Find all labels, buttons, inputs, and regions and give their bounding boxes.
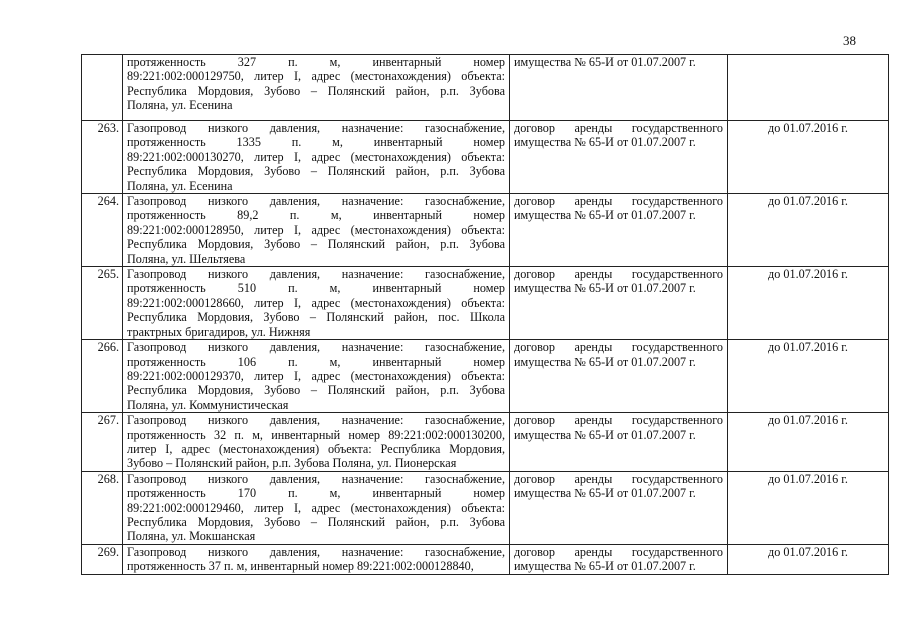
object-line: протяженность 106 п. м, инвентарный номер [127, 354, 505, 369]
row-number [82, 55, 123, 121]
lease-basis [510, 544, 728, 574]
basis-line: имущества № 65-И от 01.07.2007 г. [514, 135, 696, 150]
table-row [82, 413, 889, 472]
table-row [82, 544, 889, 574]
basis-line: имущества № 65-И от 01.07.2007 г. [514, 559, 696, 574]
basis-line: имущества № 65-И от 01.07.2007 г. [514, 427, 696, 442]
object-line: протяженность 170 п. м, инвентарный номер [127, 486, 505, 501]
table-row [82, 121, 889, 194]
page-number: 38 [843, 33, 856, 48]
property-table [81, 54, 889, 575]
object-line: Республика Мордовия, Зубово – Полянский район, р.п. Зубова [127, 83, 505, 98]
lease-basis [510, 194, 728, 267]
lease-term: до 01.07.2016 г. [728, 194, 889, 267]
lease-basis [510, 55, 728, 121]
object-line: протяженность 327 п. м, инвентарный номер [127, 55, 505, 69]
basis-line: имущества № 65-И от 01.07.2007 г. [514, 486, 696, 501]
object-line: протяженность 89,2 п. м, инвентарный номер [127, 208, 505, 223]
basis-line: договор аренды государственного [514, 471, 723, 486]
object-line: Поляна, ул. Шельтяева [127, 251, 246, 266]
object-line: Газопровод низкого давления, назначение: газоснабжение, [127, 194, 505, 209]
lease-term: до 01.07.2016 г. [728, 267, 889, 340]
object-line: Республика Мордовия, Зубово – Полянский район, р.п. Зубова [127, 383, 505, 398]
lease-term [728, 55, 889, 121]
table-body [82, 55, 889, 575]
lease-term: до 01.07.2016 г. [728, 121, 889, 194]
object-line: Зубово – Полянский район, р.п. Зубова Поляна, ул. Пионерская [127, 456, 457, 471]
lease-term: до 01.07.2016 г. [728, 544, 889, 574]
object-line: протяженность 1335 п. м, инвентарный номер [127, 135, 505, 150]
basis-line: договор аренды государственного [514, 121, 723, 135]
object-line: 89:221:002:000129750, литер I, адрес (местонахождения) объекта: [127, 69, 505, 84]
lease-term: до 01.07.2016 г. [728, 340, 889, 413]
table-row [82, 194, 889, 267]
basis-line: имущества № 65-И от 01.07.2007 г. [514, 281, 696, 296]
object-description [123, 413, 510, 472]
lease-basis [510, 413, 728, 472]
basis-line: договор аренды государственного [514, 267, 723, 282]
object-line: протяженность 37 п. м, инвентарный номер 89:221:002:000128840, [127, 559, 474, 574]
object-line: Республика Мордовия, Зубово – Полянский район, р.п. Зубова [127, 514, 505, 529]
object-description [123, 544, 510, 574]
object-line: литер I, адрес (местонахождения) объекта: Республика Мордовия, [127, 441, 505, 456]
object-line: Республика Мордовия, Зубово – Полянский район, пос. Школа [127, 310, 505, 325]
row-number: 267. [82, 413, 123, 472]
object-line: 89:221:002:000129370, литер I, адрес (местонахождения) объекта: [127, 368, 505, 383]
basis-line: договор аренды государственного [514, 544, 723, 559]
basis-line: договор аренды государственного [514, 340, 723, 355]
object-line: 89:221:002:000129460, литер I, адрес (местонахождения) объекта: [127, 500, 505, 515]
object-line: трактрных бригадиров, ул. Нижняя [127, 324, 311, 339]
object-description [123, 121, 510, 194]
lease-basis [510, 340, 728, 413]
object-line: 89:221:002:000130270, литер I, адрес (местонахождения) объекта: [127, 149, 505, 164]
object-line: Республика Мордовия, Зубово – Полянский район, р.п. Зубова [127, 237, 505, 252]
object-line: протяженность 32 п. м, инвентарный номер 89:221:002:000130200, [127, 427, 505, 442]
object-line: 89:221:002:000128660, литер I, адрес (местонахождения) объекта: [127, 295, 505, 310]
object-line: Газопровод низкого давления, назначение: газоснабжение, [127, 340, 505, 355]
basis-line: договор аренды государственного [514, 413, 723, 428]
lease-basis [510, 471, 728, 544]
lease-term: до 01.07.2016 г. [728, 471, 889, 544]
basis-line: имущества № 65-И от 01.07.2007 г. [514, 55, 696, 69]
object-line: протяженность 510 п. м, инвентарный номер [127, 281, 505, 296]
table-row [82, 267, 889, 340]
row-number: 264. [82, 194, 123, 267]
object-description [123, 55, 510, 121]
object-line: Газопровод низкого давления, назначение: газоснабжение, [127, 413, 505, 428]
lease-basis [510, 267, 728, 340]
lease-basis [510, 121, 728, 194]
row-number: 263. [82, 121, 123, 194]
object-description [123, 194, 510, 267]
object-line: Газопровод низкого давления, назначение: газоснабжение, [127, 471, 505, 486]
basis-line: договор аренды государственного [514, 194, 723, 209]
row-number: 269. [82, 544, 123, 574]
table-row [82, 55, 889, 121]
object-description [123, 471, 510, 544]
object-line: Поляна, ул. Коммунистическая [127, 397, 289, 412]
object-line: Газопровод низкого давления, назначение: газоснабжение, [127, 544, 505, 559]
row-number: 266. [82, 340, 123, 413]
object-line: 89:221:002:000128950, литер I, адрес (местонахождения) объекта: [127, 222, 505, 237]
object-line: Республика Мордовия, Зубово – Полянский район, р.п. Зубова [127, 164, 505, 179]
table-row [82, 471, 889, 544]
row-number: 265. [82, 267, 123, 340]
object-description [123, 267, 510, 340]
object-line: Газопровод низкого давления, назначение: газоснабжение, [127, 267, 505, 282]
object-line: Поляна, ул. Мокшанская [127, 529, 256, 544]
basis-line: имущества № 65-И от 01.07.2007 г. [514, 354, 696, 369]
object-line: Газопровод низкого давления, назначение: газоснабжение, [127, 121, 505, 135]
table-row [82, 340, 889, 413]
object-line: Поляна, ул. Есенина [127, 98, 233, 113]
basis-line: имущества № 65-И от 01.07.2007 г. [514, 208, 696, 223]
row-number: 268. [82, 471, 123, 544]
object-description [123, 340, 510, 413]
lease-term: до 01.07.2016 г. [728, 413, 889, 472]
object-line: Поляна, ул. Есенина [127, 178, 233, 193]
